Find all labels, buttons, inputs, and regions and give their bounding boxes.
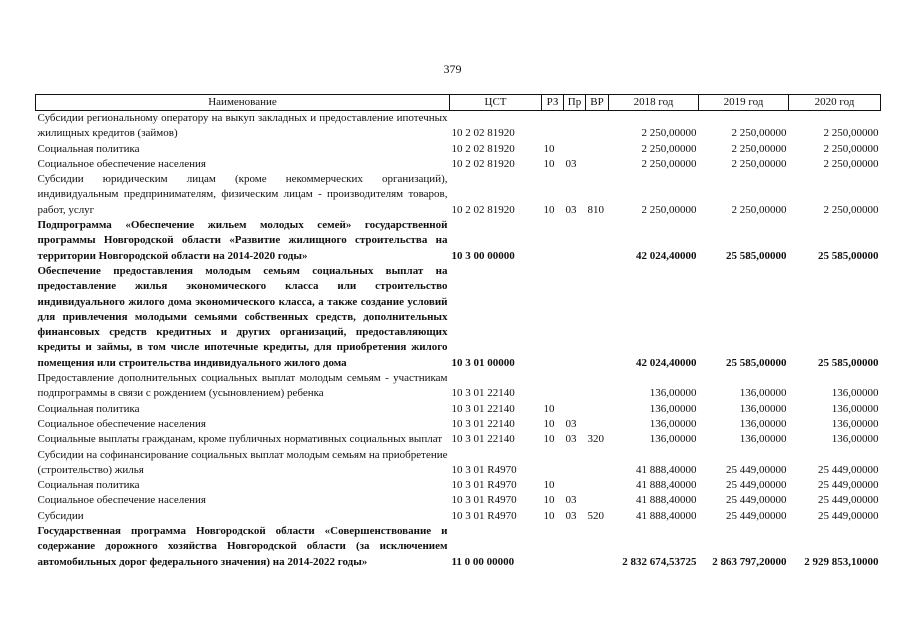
row-pr [564,478,586,493]
header-row [36,95,881,111]
table-row [36,509,881,524]
row-value-2020: 2 250,00000 [823,127,879,140]
row-cst: 10 2 02 81920 [451,157,515,170]
table-row [36,264,881,371]
row-value-2020: 136,00000 [831,417,879,430]
table-row [36,218,881,264]
row-cst: 10 3 01 22140 [451,433,515,446]
table-row [36,111,881,142]
row-cst: 10 3 00 00000 [451,249,515,262]
row-rz [542,111,564,142]
header-vr: ВР [586,95,609,111]
budget-table [35,94,881,570]
table-header [36,95,881,111]
row-vr [586,402,609,417]
row-value-2020: 25 449,00000 [818,479,879,492]
row-value-2018: 136,00000 [649,402,697,415]
row-rz: 10 [543,494,555,507]
row-name: Социальное обеспечение населения [37,494,206,507]
row-value-2020: 2 250,00000 [823,142,879,155]
row-cst: 10 3 01 22140 [451,417,515,430]
row-rz: 10 [543,203,555,216]
header-cst: ЦСТ [450,95,542,111]
row-cst: 10 3 01 22140 [451,387,515,400]
row-value-2019: 136,00000 [739,417,787,430]
row-value-2019: 2 250,00000 [731,157,787,170]
row-value-2020: 25 449,00000 [818,509,879,522]
header-name: Наименование [36,95,450,111]
row-value-2019: 2 250,00000 [731,142,787,155]
row-value-2019: 25 585,00000 [726,356,787,369]
row-value-2018: 41 888,40000 [636,509,697,522]
row-rz [542,218,564,264]
row-vr [586,142,609,157]
row-value-2018: 42 024,40000 [636,356,697,369]
row-value-2020: 25 585,00000 [818,356,879,369]
table-row [36,402,881,417]
row-value-2020: 2 250,00000 [823,203,879,216]
row-name: Социальная политика [37,402,140,415]
row-name: Социальная политика [37,479,140,492]
row-pr [564,264,586,371]
row-value-2019: 136,00000 [739,402,787,415]
row-rz [542,448,564,479]
row-value-2019: 136,00000 [739,387,787,400]
row-cst: 10 2 02 81920 [451,142,515,155]
row-name: Субсидии [37,509,84,522]
row-rz [542,524,564,570]
row-pr [564,448,586,479]
header-rz: РЗ [542,95,564,111]
row-name: Социальные выплаты гражданам, кроме публичных нормативных социальных выплат [37,433,443,446]
row-value-2019: 136,00000 [739,433,787,446]
row-rz: 10 [543,433,555,446]
row-value-2018: 2 250,00000 [641,127,697,140]
row-value-2018: 2 250,00000 [641,142,697,155]
row-vr [586,524,609,570]
row-cst: 10 3 01 R4970 [451,479,517,492]
row-name: Подпрограмма «Обеспечение жильем молодых семей» государственной программы Новгородской области «Развитие жилищного строительства на территории Новгородской области на 2014-2020 годы» [37,219,448,262]
row-rz [542,264,564,371]
row-name: Социальное обеспечение населения [37,417,206,430]
header-pr: Пр [564,95,586,111]
row-pr [564,111,586,142]
row-rz: 10 [543,509,555,522]
table-row [36,432,881,447]
row-vr: 320 [587,433,604,446]
row-pr: 03 [565,157,577,170]
row-rz: 10 [543,479,555,492]
row-name: Субсидии на софинансирование социальных выплат молодым семьям на приобретение (строительство) жилья [37,448,448,476]
row-value-2019: 25 585,00000 [726,249,787,262]
row-name: Социальная политика [37,142,140,155]
row-pr [564,524,586,570]
row-cst: 10 3 01 00000 [451,356,515,369]
row-value-2018: 2 250,00000 [641,157,697,170]
header-2020: 2020 год [789,95,881,111]
row-rz: 10 [543,142,555,155]
row-vr [586,478,609,493]
row-pr [564,371,586,402]
table-row [36,157,881,172]
row-value-2020: 25 449,00000 [818,494,879,507]
header-2018: 2018 год [609,95,699,111]
table-row [36,478,881,493]
row-value-2018: 2 832 674,53725 [622,555,697,568]
row-vr: 810 [587,203,604,216]
row-value-2018: 41 888,40000 [636,479,697,492]
row-cst: 10 3 01 R4970 [451,463,517,476]
row-pr: 03 [565,417,577,430]
row-cst: 10 3 01 22140 [451,402,515,415]
row-value-2018: 136,00000 [649,387,697,400]
row-name: Социальное обеспечение населения [37,157,206,170]
row-value-2020: 2 929 853,10000 [804,555,879,568]
row-pr: 03 [565,203,577,216]
row-value-2018: 41 888,40000 [636,463,697,476]
row-cst: 10 2 02 81920 [451,127,515,140]
row-vr [586,157,609,172]
row-value-2019: 25 449,00000 [726,479,787,492]
row-name: Предоставление дополнительных социальных выплат молодым семьям - участникам подпрограммы в связи с рождением (усыновлением) ребенка [37,372,448,400]
row-value-2019: 25 449,00000 [726,463,787,476]
row-vr [586,111,609,142]
row-pr [564,402,586,417]
row-cst: 11 0 00 00000 [451,555,515,568]
row-value-2020: 136,00000 [831,433,879,446]
row-value-2020: 136,00000 [831,387,879,400]
row-pr: 03 [565,494,577,507]
row-value-2018: 41 888,40000 [636,494,697,507]
header-2019: 2019 год [699,95,789,111]
page-number: 379 [443,62,462,76]
row-value-2018: 2 250,00000 [641,203,697,216]
row-pr [564,218,586,264]
row-vr [586,264,609,371]
row-value-2020: 136,00000 [831,402,879,415]
table-row [36,371,881,402]
row-cst: 10 3 01 R4970 [451,494,517,507]
row-pr [564,142,586,157]
row-value-2020: 2 250,00000 [823,157,879,170]
table-row [36,142,881,157]
row-cst: 10 2 02 81920 [451,203,515,216]
row-rz: 10 [543,417,555,430]
row-value-2019: 2 250,00000 [731,127,787,140]
row-rz: 10 [543,157,555,170]
table-row [36,417,881,432]
row-value-2019: 25 449,00000 [726,494,787,507]
row-value-2020: 25 449,00000 [818,463,879,476]
row-rz: 10 [543,402,555,415]
row-rz [542,371,564,402]
row-vr [586,417,609,432]
table-row [36,493,881,508]
row-value-2019: 25 449,00000 [726,509,787,522]
row-vr [586,493,609,508]
table-body [36,111,881,570]
row-name: Государственная программа Новгородской области «Совершенствование и содержание дорожного хозяйства Новгородской области (за исключением автомобильных дорог федерального значения) на 2014-2022 годы» [37,525,448,568]
row-pr: 03 [565,433,577,446]
row-name: Субсидии юридическим лицам (кроме некоммерческих организаций), индивидуальным предпринимателям, физическим лицам - производителям товаров, работ, услуг [37,173,448,216]
row-vr [586,448,609,479]
row-value-2018: 136,00000 [649,433,697,446]
table-row [36,448,881,479]
row-value-2019: 2 250,00000 [731,203,787,216]
table-row [36,172,881,218]
row-vr: 520 [587,509,604,522]
table-row [36,524,881,570]
row-value-2018: 42 024,40000 [636,249,697,262]
row-pr: 03 [565,509,577,522]
row-name: Обеспечение предоставления молодым семьям социальных выплат на предоставление жилья экономического класса или строительство индивидуального жилого дома экономического класса, а также создание условий для привлечения молодыми семьями собственных средств, дополнительных финансовых средств кредитных и других организаций, предоставляющих кредиты и займы, в том числе ипотечные кредиты, для приобретения жилого помещения или строительства индивидуального жилого дома [37,264,448,369]
row-vr [586,218,609,264]
row-value-2018: 136,00000 [649,417,697,430]
row-vr [586,371,609,402]
row-value-2020: 25 585,00000 [818,249,879,262]
row-value-2019: 2 863 797,20000 [712,555,787,568]
row-cst: 10 3 01 R4970 [451,509,517,522]
row-name: Субсидии региональному оператору на выкуп закладных и предоставление ипотечных жилищных кредитов (займов) [37,112,448,140]
